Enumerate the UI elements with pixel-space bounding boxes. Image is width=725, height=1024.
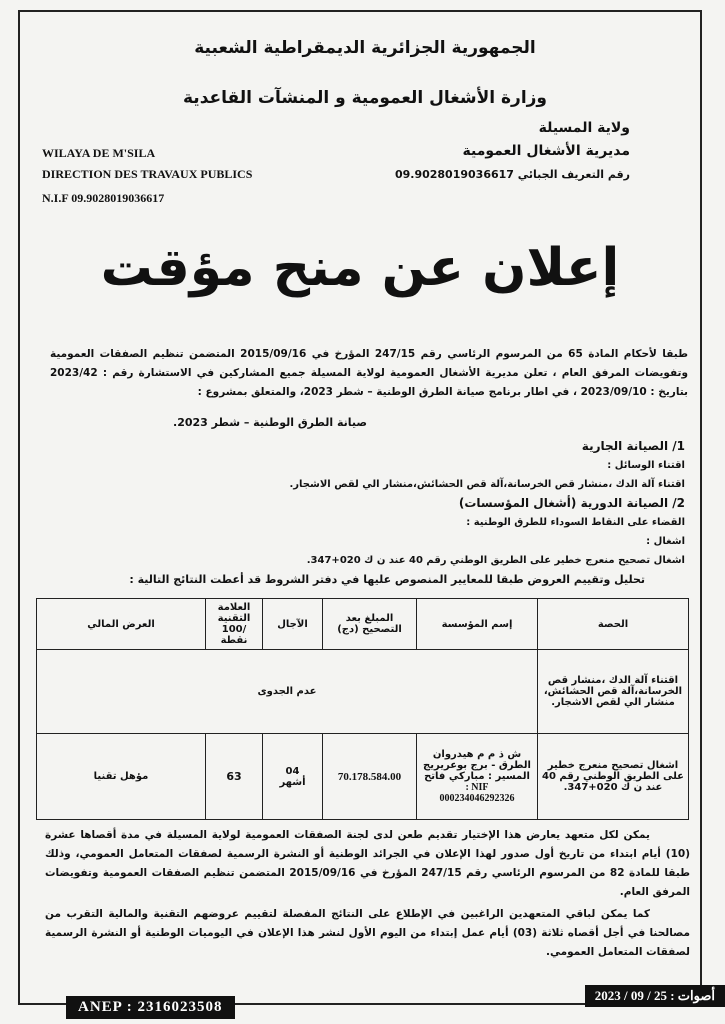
project-name: صيانة الطرق الوطنية – شطر 2023. <box>173 416 367 429</box>
ar-direction: مديرية الأشغال العمومية <box>462 143 630 159</box>
announcement-title: إعلان عن منح مؤقت <box>100 238 620 298</box>
fr-nif: N.I.F 09.9028019036617 <box>42 191 165 205</box>
section-line: اشغال تصحيح منعرج خطير على الطريق الوطني رقم 40 عند ن ك 020+347. <box>306 555 685 566</box>
unsuccessful-cell: عدم الجدوى <box>37 650 538 734</box>
section-line: اشغال : <box>646 536 685 547</box>
ar-nif: رقم التعريف الجبائي 09.9028019036617 <box>394 168 630 181</box>
header-company: إسم المؤسسة <box>417 599 538 650</box>
section-line: اقتناء الوسائل : <box>607 460 685 471</box>
header-score: العلامة التقنية /100 نقطة <box>206 599 263 650</box>
section-line: القضاء على النقاط السوداء للطرق الوطنية : <box>466 517 685 528</box>
company-manager: المسير : مباركي فاتح <box>424 771 530 782</box>
company-name: ش ذ م م هيدروان الطرق - برج بوعريريج <box>423 749 531 771</box>
lot-cell: اشغال تصحيح منعرج خطير على الطريق الوطني رقم 40 عند ن ك 020+347. <box>538 734 689 820</box>
anep-number: ANEP : 2316023508 <box>66 996 235 1019</box>
republic-heading: الجمهورية الجزائرية الديمقراطية الشعبية <box>194 38 536 58</box>
header-delay: الآجال <box>263 599 323 650</box>
lot-cell: اقتناء آلة الدك ،منشار قص الخرسانة،آلة قص الحشائش، منشار الي لقص الاشجار. <box>538 650 689 734</box>
amount-cell: 70.178.584.00 <box>323 734 417 820</box>
financial-cell: مؤهل تقنيا <box>37 734 206 820</box>
publication-date: أصوات : 25 / 09 / 2023 <box>585 985 725 1007</box>
results-intro: تحليل وتقييم العروض طبقا للمعايير المنصوص عليها في دفتر الشروط قد أعطت النتائج التالية : <box>129 573 645 586</box>
fr-wilaya: WILAYA DE M'SILA <box>42 146 156 160</box>
header-amount: المبلغ بعد التصحيح (دج) <box>323 599 417 650</box>
appeal-paragraph: يمكن لكل متعهد يعارض هذا الإختيار تقديم طعن لدى لجنة الصفقات العمومية لولاية المسيلة في مدة أقصاها عشرة (10) أيام ابتداء من تاريخ أول صدور لهذا الإعلان في الجرائد الوطنية أو النشرة الرسمية لصفقات المتعامل العمومي، وذلك طبقا للمادة 82 من المرسوم الرئاسي رقم 247/15 المؤرخ في 2015/09/16 المتضمن تنظيم الصفقات العمومية وتفويضات المرفق العام. <box>45 829 690 898</box>
results-table <box>36 598 689 820</box>
section-heading: 2/ الصيانة الدورية (أشغال المؤسسات) <box>458 496 685 510</box>
company-cell <box>417 734 538 820</box>
header-lot: الحصة <box>538 599 689 650</box>
sections-list <box>45 437 685 589</box>
delay-cell <box>263 734 323 820</box>
score-cell: 63 <box>206 734 263 820</box>
nif-label: NIF : <box>465 782 489 793</box>
ministry-heading: وزارة الأشغال العمومية و المنشآت القاعدية <box>183 88 547 108</box>
ar-wilaya: ولاية المسيلة <box>538 120 630 136</box>
table-header-row <box>37 599 689 650</box>
consultation-paragraph: كما يمكن لباقي المتعهدين الراغبين في الإطلاع على النتائج المفصلة لتقييم عروضهم التقنية والمالية التقرب من مصالحنا في أجل أقصاه ثلاثة (03) أيام عمل إبتداء من اليوم الأول لنشر هذا الإعلان في اليوميات الوطنية أو النشرة الرسمية لصفقات المتعامل العمومي. <box>45 908 690 958</box>
section-heading: 1/ الصيانة الجارية <box>581 439 685 453</box>
table-row <box>37 734 689 820</box>
fr-direction: DIRECTION DES TRAVAUX PUBLICS <box>42 167 253 181</box>
delay-value: 04 <box>285 765 300 777</box>
section-line: اقتناء آلة الدك ،منشار قص الخرسانة،آلة قص الحشائش،منشار الي لقص الاشجار. <box>289 479 685 490</box>
table-row <box>37 650 689 734</box>
header-financial: العرض المالي <box>37 599 206 650</box>
nif-value: 000234046292326 <box>439 793 515 804</box>
delay-unit: أشهر <box>279 776 306 788</box>
intro-paragraph: طبقا لأحكام المادة 65 من المرسوم الرئاسي رقم 247/15 المؤرخ في 2015/09/16 المتضمن تنظيم الصفقات العمومية وتفويضات المرفق العام ، تعلن مديرية الأشغال العمومية لولاية المسيلة جميع المشاركين في الاستشارة رقم : 2023/42 بتاريخ : 2023/09/10 ، في اطار برنامج صيانة الطرق الوطنية – شطر 2023، والمتعلق بمشروع : <box>50 348 688 398</box>
